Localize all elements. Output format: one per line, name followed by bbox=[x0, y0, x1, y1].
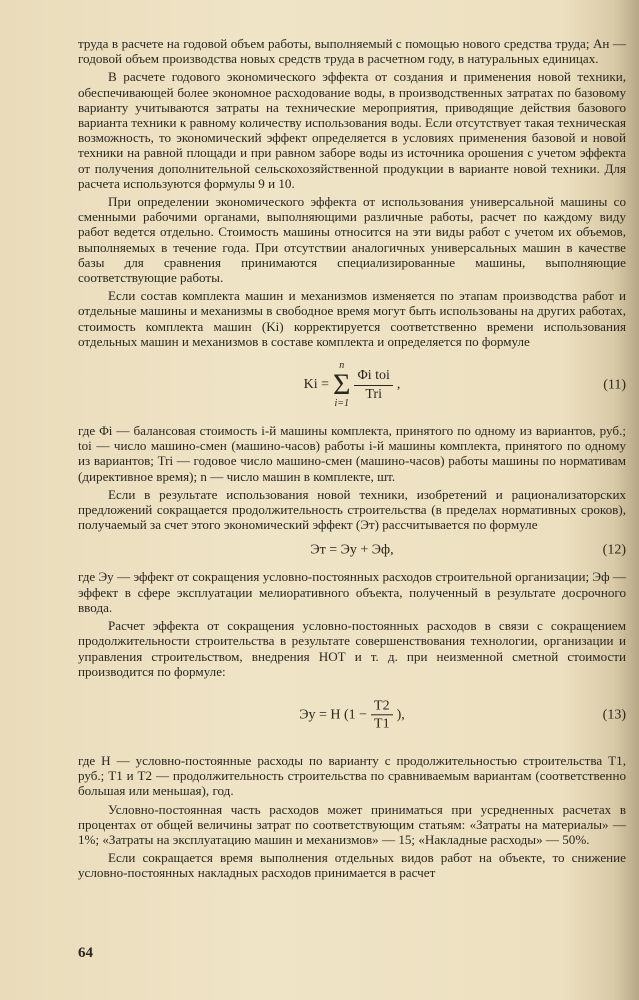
paragraph-10: Условно-постоянная часть расходов может приниматься при усредненных расчетах в процентах от общей величины затрат по соответствующим статьям: «Затраты на материалы» — 1%; «Затраты на эксплуатацию машин и механизмов» — 15; «Накладные расходы» — 50%. bbox=[78, 801, 626, 847]
formula-13-number: (13) bbox=[602, 707, 626, 723]
paragraph-11: Если сокращается время выполнения отдельных видов работ на объекте, то снижение условно-постоянных накладных расходов принимается в расчет bbox=[78, 850, 626, 881]
paragraph-6: Если в результате использования новой техники, изобретений и рационализаторских предложений сокращается продолжительность строительства (в пределах нормативных сроков), получаемый за счет этого экономический эффект (Эт) рассчитывается по формуле bbox=[78, 486, 626, 533]
formula-11-number: (11) bbox=[603, 377, 626, 393]
formula-11-denominator: Tri bbox=[365, 386, 382, 402]
page-text bbox=[78, 36, 626, 881]
sum-upper-limit: n bbox=[339, 360, 345, 372]
paragraph-2: В расчете годового экономического эффекта от создания и применения новой техники, обеспечивающей более экономное расходование воды, в производственных затратах по базовому варианту учитываются затраты на технические мероприятия, приводящие действия базового варианта техники к равному количеству использования воды. Если отсутствует такая техническая возможность, то экономический эффект определяется в условиях применения базовой и новой техники на равной площади и при равном заборе воды из источника орошения с учетом эффекта от получения дополнительной сельскохозяйственной продукции в варианте новой техники. Для расчета используются формулы 9 и 10. bbox=[78, 69, 626, 191]
summation-sign: n Σ i=1 bbox=[333, 360, 351, 410]
formula-13-tail: ), bbox=[396, 707, 405, 723]
sum-lower-limit: i=1 bbox=[334, 398, 350, 410]
formula-13 bbox=[78, 689, 626, 741]
formula-13-denominator: T1 bbox=[374, 716, 390, 732]
paragraph-1: труда в расчете на годовой объем работы, выполняемый с помощью нового средства труда; Aн — годовой объем производства новых средств труда в расчетном году, в натуральных единицах. bbox=[78, 36, 626, 67]
formula-11-tail: , bbox=[396, 377, 401, 393]
formula-13-numerator: T2 bbox=[371, 698, 393, 715]
formula-11-fraction bbox=[354, 368, 392, 401]
formula-11-numerator: Φi toi bbox=[354, 368, 392, 385]
formula-13-fraction bbox=[371, 698, 393, 731]
paragraph-3: При определении экономического эффекта от использования универсальной машины со сменными рабочими органами, выполняющими различные работы, расчет по каждому виду работ ведется отдельно. Стоимость машины относится на эти виды работ с учетом их объемов, выполняемых в течение года. При отсутствии аналогичных универсальных машин в качестве базы для сравнения принимаются специализированные машины, выполняющие соответствующие работы. bbox=[78, 194, 626, 286]
formula-12 bbox=[78, 541, 626, 559]
paragraph-4: Если состав комплекта машин и механизмов изменяется по этапам производства работ и отдельные машины и механизмы в свободное время могут быть использованы на других работах, стоимость комплекта машин (Ki) корректируется соответственно времени использования отдельных машин и механизмов в составе комплекта и определяется по формуле bbox=[78, 288, 626, 349]
formula-12-body: Эт = Эу + Эф, bbox=[310, 542, 394, 558]
paragraph-9: где Н — условно-постоянные расходы по варианту с продолжительностью строительства T1, руб.; T1 и T2 — продолжительность строительства по сравниваемым вариантам (соответственно большая или меньшая), год. bbox=[78, 752, 626, 799]
formula-12-number: (12) bbox=[602, 542, 626, 558]
page-number: 64 bbox=[78, 945, 93, 961]
paragraph-8: Расчет эффекта от сокращения условно-постоянных расходов в связи с сокращением продолжительности строительства в результате совершенствования технологии, организации и управления строительством, внедрения НОТ и т. д. при неизменной сметной стоимости производится по формуле: bbox=[78, 618, 626, 679]
paragraph-5: где Φi — балансовая стоимость i-й машины комплекта, принятого по одному из вариантов, руб.; toi — число машино-смен (машино-часов) работы i-й машины комплекта, принятого по одному из вариантов; Tri — годовое число машино-смен (машино-часов) работы машины по нормативам (директивное время); n — число машин в комплекте, шт. bbox=[78, 423, 626, 484]
formula-11-lhs: Ki = bbox=[303, 377, 330, 393]
formula-13-lhs: Эу = Н (1 − bbox=[299, 707, 368, 723]
paragraph-7: где Эу — эффект от сокращения условно-постоянных расходов строительной организации; Эф — эффект в сфере эксплуатации мелиоративного объекта, полученный в результате досрочного ввода. bbox=[78, 569, 626, 615]
formula-11 bbox=[78, 359, 626, 411]
